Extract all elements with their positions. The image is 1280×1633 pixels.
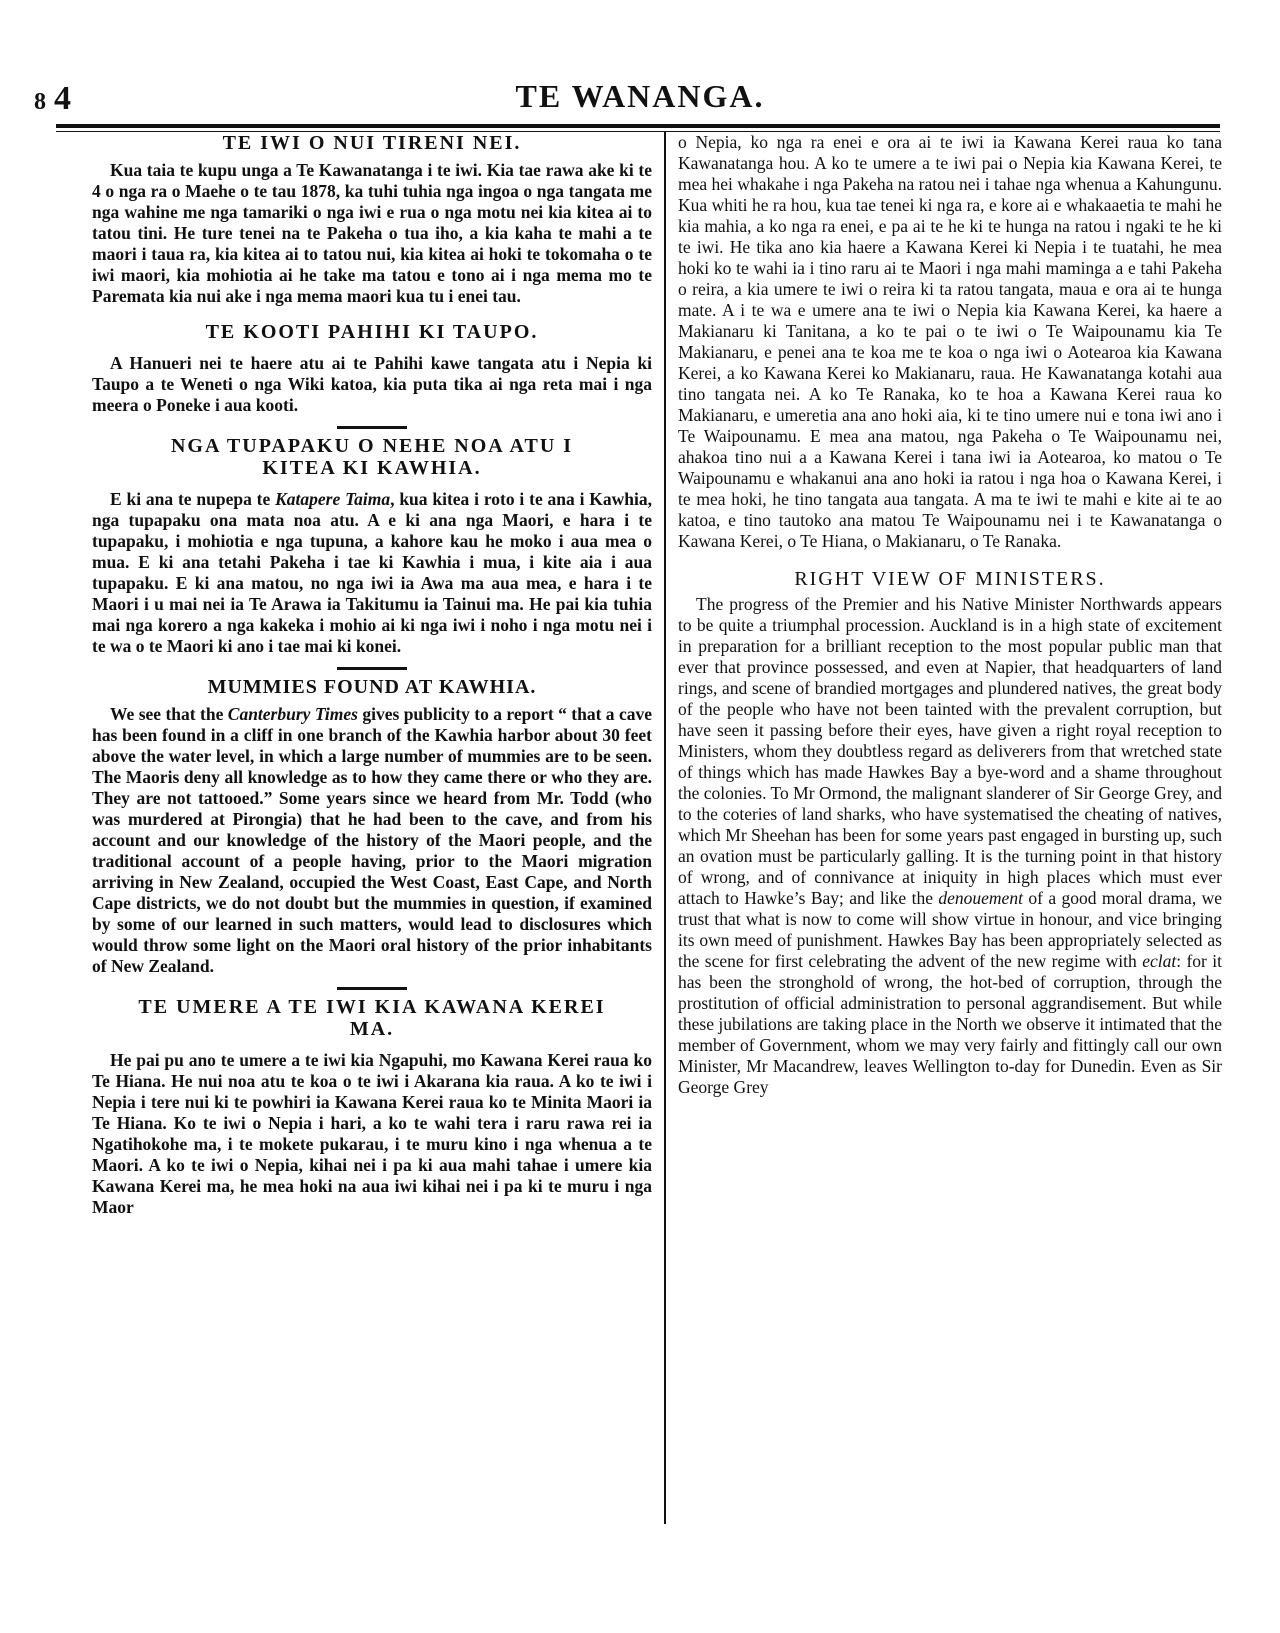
article-separator bbox=[337, 426, 407, 429]
article-heading: MUMMIES FOUND AT KAWHIA. bbox=[207, 676, 537, 698]
italic-word-eclat: eclat bbox=[1142, 951, 1177, 971]
newspaper-name-italic: Katapere Taima bbox=[275, 489, 391, 509]
article-heading-line2: KITEA KI KAWHIA. bbox=[262, 457, 482, 479]
article-separator bbox=[337, 667, 407, 670]
right-column bbox=[678, 132, 1222, 1098]
article-te-umere bbox=[92, 996, 652, 1218]
article-body bbox=[678, 594, 1222, 1098]
article-heading-line2: MA. bbox=[349, 1018, 395, 1040]
article-mummies bbox=[92, 676, 652, 977]
left-column bbox=[92, 132, 652, 1218]
article-body-part-a: The progress of the Premier and his Native Minister Northwards appears to be quite a triumphal procession. Auckland is in a high state of excitement in preparation for a brilliant reception to the most popular public man that ever that province possessed, and even at Napier, that headquarters of land rings, and scene of brandied mortgages and plundered natives, the great body of the people who have not been tainted with the prevalent corruption, but have seen it passing before their eyes, have given a right royal reception to Ministers, whom they doubtless regard as deliverers from that wretched state of things which has made Hawkes Bay a bye-word and a shame throughout the colonies. To Mr Ormond, the malignant slanderer of Sir George Grey, and to the coteries of land sharks, who have systematised the cheating of natives, which Mr Sheehan has been for some years past engaged in bursting up, such an ovation must be particularly galling. It is the turning point in that history of wrong, and of connivance at iniquity in high places which must ever attach to Hawke’s Bay; and like the bbox=[678, 594, 1222, 908]
article-body-part-b: of a good moral drama, we trust that what is now to come will show virtue in honour, and vice bringing its own meed of punishment. Hawkes Bay has been appropriately selected as the scene for first celebrating the advent of the new regime with bbox=[678, 888, 1223, 971]
newspaper-name-italic: Canterbury Times bbox=[227, 704, 358, 724]
article-body-continued: o Nepia, ko nga ra enei e ora ai te iwi ia Kawana Kerei raua ko tana Kawanatanga hou. A ko te umere a te iwi pai o Nepia kia Kawana Kerei, te mea hei whakahe i nga Pakeha na ratou nei i tahae nga whenua a Kahungunu. Kua whiti he ra hou, kua tae tenei ki nga ra, e kore ai e whakaaetia te mahi he kia mahia, a ko nga ra enei, e pa ai te he ki te hunga na ratou i ngaki te he ki te iwi. He tika ano kia haere a Kawana Kerei ki Nepia i te tuatahi, he mea hoki ko te wahi ia i tino raru ai te Maori i nga mahi maminga a e tahi Pakeha o reira, a kia umere te iwi o reira ki ta ratou tangata, maua e ora ai te hunga mate. A i te wa e umere ana te iwi o Nepia kia Kawana Kerei, ka haere a Makianaru ki Tanitana, a ko te pai o te iwi o Te Waipounamu kia Te Makianaru, e penei ana te koa me te koa o nga iwi o Aotearoa kia Kawana Kerei, a ko Kawana Kerei ko Makianaru, raua. He Kawanatanga kotahi aua tino tangata nei. A ko Te Ranaka, ko te hoa a Kawana Kerei raua ko Makianaru, e umeretia ana ano hoki aia, ki te tino umere nui e tona iwi ano i Te Waipounamu. E mea ana matou, nga Pakeha o Te Waipounamu nei, ahakoa tino nui a a Kawana Kerei i tana iwi ia Aotearoa, ko matou o Te Waipounamu e whakanui ana ano hoki ia ratou i nga hoa o Kawana Kerei, i te mea hoki, he tino tangata aua tangata. A ma te iwi te mahi e kite ai te ao katoa, e tino tautoko ana matou Te Waipounamu nei i te Kawanatanga o Kawana Kerei, o Te Hiana, o Makianaru, o Te Ranaka. bbox=[678, 132, 1222, 551]
article-heading: RIGHT VIEW OF MINISTERS. bbox=[794, 568, 1106, 590]
article-body: He pai pu ano te umere a te iwi kia Ngapuhi, mo Kawana Kerei raua ko Te Hiana. He nui noa atu te koa o te iwi i Akarana kia raua. A ko te iwi i Nepia i tere nui ki te powhiri ia Kawana Kerei raua ko te Minita Maori ia Te Hiana. Ko te iwi o Nepia i hari, a ko te wahi tera i raru rawa rei ia Ngatihokohe ma, i te mokete pukarau, i te muru kino i nga whenua a te Maori. A ko te iwi o Nepia, kihai nei i pa ki aua mahi tahae i umere kia Kawana Kerei ma, he mea hoki na aua iwi kihai nei i pa ki te muru i nga Maor bbox=[92, 1050, 652, 1217]
article-te-kooti bbox=[92, 321, 652, 416]
article-body: A Hanueri nei te haere atu ai te Pahihi kawe tangata atu i Nepia ki Taupo a te Weneti o nga Wiki katoa, kia puta tika ai nga reta mai i nga meera o Poneke i aua kooti. bbox=[92, 353, 652, 415]
page-mark: 8 bbox=[34, 89, 46, 115]
article-right-view bbox=[678, 568, 1222, 1098]
article-separator bbox=[337, 987, 407, 990]
article-body-pre: We see that the bbox=[110, 704, 228, 724]
page-number-value: 4 bbox=[54, 80, 71, 117]
article-heading-line1: NGA TUPAPAKU O NEHE NOA ATU I bbox=[170, 435, 574, 457]
article-heading-line1: TE UMERE A TE IWI KIA KAWANA KEREI bbox=[138, 996, 606, 1018]
article-te-iwi bbox=[92, 132, 652, 307]
article-body bbox=[92, 489, 652, 657]
article-body-part-c: : for it has been the stronghold of wrong, the hot-bed of corruption, through the prostitution of official administration to personal aggrandisement. But while these jubilations are taking place in the North we observe it intimated that the member of Government, whom we may very fairly and fittingly call our own Minister, Mr Macandrew, leaves Wellington to-day for Dunedin. Even as Sir George Grey bbox=[678, 951, 1222, 1097]
article-body: Kua taia te kupu unga a Te Kawanatanga i te iwi. Kia tae rawa ake ki te 4 o nga ra o Maehe o te tau 1878, ka tuhi tuhia nga ingoa o nga tangata me nga wahine me nga tamariki o nga iwi e rua o nga motu nei kia kitea ai to tatou tini. He ture tenei na te Pakeha o tua iho, a kia kaha te mahi a te maori i taua ra, kia kitea ai to tatou nui, kia kitea ai hoki te tokomaha o te iwi maori, kia mohiotia ai he take ma tatou e tono ai i nga mema mo te Paremata kia nui ake i nga mema maori kua tu i enei tau. bbox=[92, 160, 652, 306]
article-heading: TE IWI O NUI TIRENI NEI. bbox=[222, 132, 522, 154]
article-body-pre: E ki ana te nupepa te bbox=[110, 489, 276, 509]
masthead-title: TE WANANGA. bbox=[515, 78, 765, 114]
article-te-umere-continued bbox=[678, 132, 1222, 552]
article-body bbox=[92, 704, 652, 977]
italic-word-denouement: denouement bbox=[938, 888, 1023, 908]
article-nga-tupapaku bbox=[92, 435, 652, 657]
article-body-post: gives publicity to a report “ that a cave has been found in a cliff in one branch of the Kawhia harbor about 30 feet above the water level, in which a large number of mummies are to be seen. The Maoris deny all knowledge as to how they came there or who they are. They are not tattooed.” Some years since we heard from Mr. Todd (who was murdered at Pirongia) that he had been to the cave, and from his account and our knowledge of the history of the Maori people, and the traditional account of a people having, prior to the Maori migration arriving in New Zealand, occupied the West Coast, East Cape, and North Cape districts, we do not doubt but the mummies in question, if examined by some of our learned in such matters, would lead to disclosures which would throw some light on the Maori oral history of the prior inhabitants of New Zealand. bbox=[92, 704, 652, 976]
column-divider bbox=[664, 132, 666, 1524]
article-body-post: , kua kitea i roto i te ana i Kawhia, nga tupapaku ona mata noa atu. A e ki ana nga Maori, e hara i te tupapaku, i mohiotia e nga tupuna, a kahore kau he moko i aua mea o mua. E ki ana tetahi Pakeha i tae ki Kawhia i mua, i kite aia i aua tupapaku. E ki ana matou, no nga iwi ia Awa ma aua mea, e hara i te Maori i u mai nei ia Te Arawa ia Takitumu ia Tainui ma. He pai kia tuhia mai nga korero a nga kakeka i mohio ai ki nga iwi i noho i nga motu nei i te wa o te Maori ki ano i tae mai ki konei. bbox=[92, 489, 653, 656]
header-rule-thick bbox=[56, 124, 1220, 128]
article-heading: TE KOOTI PAHIHI KI TAUPO. bbox=[205, 321, 539, 343]
